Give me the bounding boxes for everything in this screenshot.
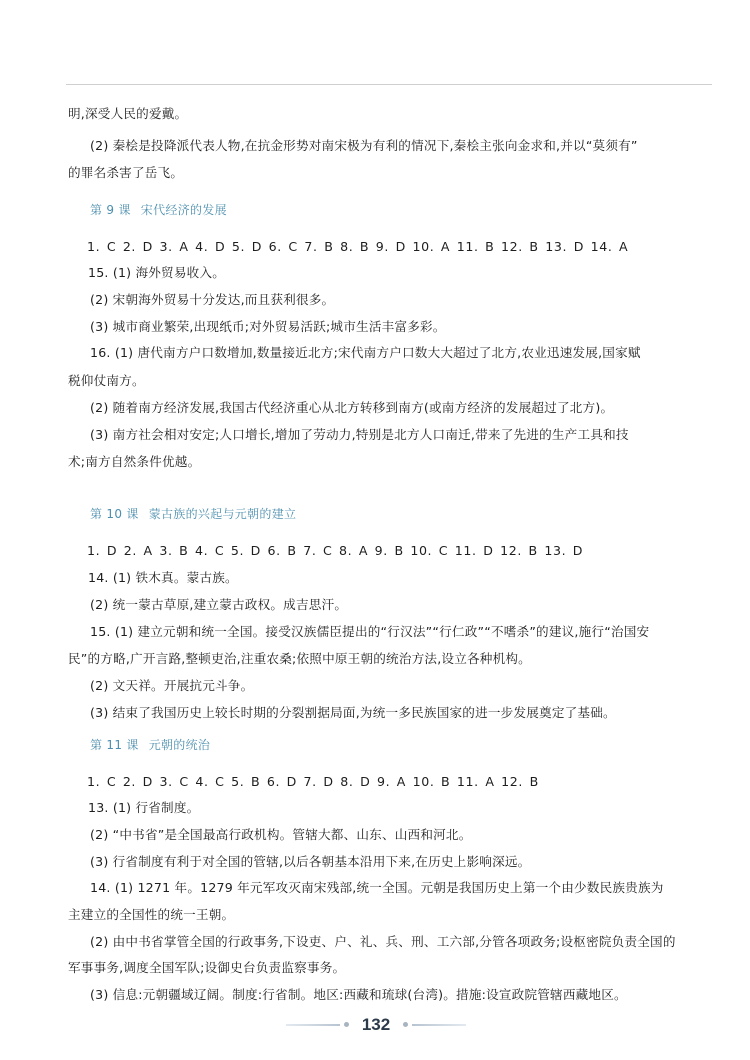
- text-line: (3) 结束了我国历史上较长时期的分裂割据局面,为统一多民族国家的进一步发展奠定了基础。: [90, 705, 616, 720]
- answer-line: 1. D 2. A 3. B 4. C 5. D 6. B 7. C 8. A 9. B 10. C 11. D 12. B 13. D: [87, 543, 584, 558]
- text-line: (3) 行省制度有利于对全国的管辖,以后各朝基本沿用下来,在历史上影响深远。: [90, 854, 531, 869]
- text-line: (2) 由中书省掌管全国的行政事务,下设吏、户、礼、兵、刑、工六部,分管各项政务;设枢密院负责全国的: [90, 934, 676, 949]
- text-line: 的罪名杀害了岳飞。: [68, 165, 184, 180]
- text-line: 术;南方自然条件优越。: [68, 454, 201, 469]
- text-line: (2) 文天祥。开展抗元斗争。: [90, 678, 254, 693]
- text-line: (2) 秦桧是投降派代表人物,在抗金形势对南宋极为有利的情况下,秦桧主张向金求和,并以“莫须有”: [90, 138, 638, 153]
- lesson-heading-9: [90, 202, 227, 218]
- header-rule: [66, 84, 712, 85]
- lesson-number: 第 10 课: [90, 507, 139, 521]
- lesson-heading-10: [90, 506, 296, 522]
- lesson-number: 第 9 课: [90, 203, 131, 217]
- text-line: 13. (1) 行省制度。: [88, 800, 200, 815]
- text-line: 税仰仗南方。: [68, 373, 145, 388]
- text-line: 14. (1) 铁木真。蒙古族。: [88, 570, 238, 585]
- text-line: (2) 随着南方经济发展,我国古代经济重心从北方转移到南方(或南方经济的发展超过了北方)。: [90, 400, 614, 415]
- answer-line: 1. C 2. D 3. A 4. D 5. D 6. C 7. B 8. B 9. D 10. A 11. B 12. B 13. D 14. A: [87, 239, 629, 254]
- text-line: 15. (1) 海外贸易收入。: [88, 265, 226, 280]
- lesson-heading-11: [90, 737, 210, 753]
- text-line: (3) 南方社会相对安定;人口增长,增加了劳动力,特别是北方人口南迁,带来了先进的生产工具和技: [90, 427, 629, 442]
- text-line: 14. (1) 1271 年。1279 年元军攻灭南宋残部,统一全国。元朝是我国历史上第一个由少数民族贵族为: [90, 880, 664, 895]
- footer-ornament: [412, 1024, 466, 1026]
- text-line: (3) 城市商业繁荣,出现纸币;对外贸易活跃;城市生活丰富多彩。: [90, 319, 446, 334]
- text-line: 明,深受人民的爱戴。: [68, 106, 188, 121]
- lesson-title: 元朝的统治: [148, 738, 211, 752]
- footer-dot: [403, 1022, 408, 1027]
- text-line: 15. (1) 建立元朝和统一全国。接受汉族儒臣提出的“行汉法”“行仁政”“不嗜杀”的建议,施行“治国安: [90, 624, 650, 639]
- lesson-number: 第 11 课: [90, 738, 139, 752]
- lesson-title: 宋代经济的发展: [140, 203, 227, 217]
- text-line: 主建立的全国性的统一王朝。: [68, 907, 235, 922]
- text-line: 16. (1) 唐代南方户口数增加,数量接近北方;宋代南方户口数大大超过了北方,农业迅速发展,国家赋: [90, 345, 641, 360]
- answer-line: 1. C 2. D 3. C 4. C 5. B 6. D 7. D 8. D 9. A 10. B 11. A 12. B: [87, 774, 539, 789]
- text-line: 民”的方略,广开言路,整顿吏治,注重农桑;依照中原王朝的统治方法,设立各种机构。: [68, 651, 531, 666]
- text-line: (2) 统一蒙古草原,建立蒙古政权。成吉思汗。: [90, 597, 348, 612]
- lesson-title: 蒙古族的兴起与元朝的建立: [148, 507, 297, 521]
- page-footer: [286, 1014, 466, 1036]
- text-line: (2) 宋朝海外贸易十分发达,而且获利很多。: [90, 292, 335, 307]
- text-line: 军事事务,调度全国军队;设御史台负责监察事务。: [68, 960, 346, 975]
- page-number: 132: [361, 1015, 391, 1034]
- text-line: (2) “中书省”是全国最高行政机构。管辖大都、山东、山西和河北。: [90, 827, 472, 842]
- text-line: (3) 信息:元朝疆域辽阔。制度:行省制。地区:西藏和琉球(台湾)。措施:设宣政院管辖西藏地区。: [90, 987, 627, 1002]
